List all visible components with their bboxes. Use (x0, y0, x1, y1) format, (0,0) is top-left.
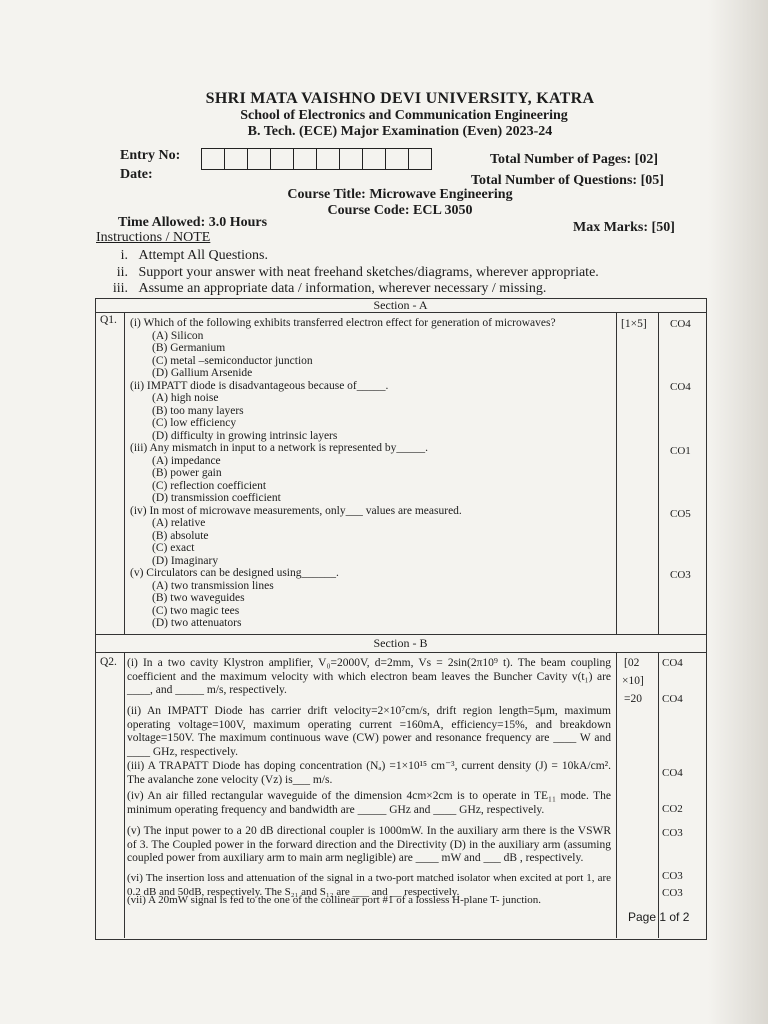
mcq-stem: (iv) In most of microwave measurements, only___ values are measured. (130, 504, 462, 517)
mcq-stem: (v) Circulators can be designed using______. (130, 567, 339, 579)
table-divider (95, 652, 706, 653)
table-divider (658, 312, 659, 634)
mcq-block: (i) Which of the following exhibits transferred electron effect for generation of microwaves? (A) Silicon (B) Germanium (C) metal –semiconductor junction (D) Gallium Arsenide (ii) IMPATT diode is disadvantageous because of_____. (A) high noise (B) too many layers (C) low efficiency (D) difficulty in growing intrinsic layers (iii) Any mismatch in input to a network is represented by_____. (A) impedance (B) power gain (C) reflection coefficient (D) transmission coefficient (iv) In most of microwave measurements, only___ values are measured. (A) relative (B) absolute (C) exact (D) Imaginary (v) Circulators can be designed using______. (A) two transmission lines (B) two waveguides (C) two magic tees (D) two attenuators (130, 317, 614, 630)
mcq-stem: (i) Which of the following exhibits transferred electron effect for generation of microwaves? (130, 317, 556, 329)
instruction-item: iii. Assume an appropriate data / information, wherever necessary / missing. (112, 281, 547, 296)
mcq-stem: (iii) Any mismatch in input to a network is represented by_____. (130, 442, 428, 454)
co-label: CO5 (670, 508, 691, 520)
co-label: CO1 (670, 445, 691, 457)
co-label: CO2 (662, 803, 683, 815)
question-text: (iii) A TRAPATT Diode has doping concentration (Nₐ) =1×10¹⁵ cm⁻³, current density (J) = 10kA/cm². The avalanche zone velocity (Vz) is___ m/s. (127, 760, 611, 786)
co-label: CO4 (662, 767, 683, 779)
page-number: Page 1 of 2 (628, 910, 690, 924)
total-questions: Total Number of Questions: [05] (471, 173, 664, 188)
total-pages: Total Number of Pages: [02] (490, 152, 658, 167)
table-divider (616, 312, 617, 634)
co-label: CO3 (662, 870, 683, 882)
question-text: (v) The input power to a 20 dB directional coupler is 1000mW. In the auxiliary arm there is the VSWR of 3. The Coupled power in the forward direction and the Directivity (D) in the auxiliary arm (assuming coupled power from auxiliary arm to main arm negligible) are ____ mW and ___ dB , respectively. (127, 825, 611, 864)
entry-no-boxes (202, 148, 432, 170)
course-code: Course Code: ECL 3050 (327, 203, 473, 218)
table-divider (95, 634, 706, 635)
table-divider (616, 652, 617, 938)
marks-label: [02 (624, 657, 640, 669)
page-shadow (708, 0, 768, 1024)
time-allowed: Time Allowed: 3.0 Hours (118, 215, 268, 230)
co-label: CO3 (670, 569, 691, 581)
co-label: CO4 (662, 693, 683, 705)
entry-no-label: Entry No: (120, 148, 181, 163)
section-b-title: Section - B (373, 636, 428, 650)
course-title: Course Title: Microwave Engineering (287, 187, 513, 202)
marks-label: [1×5] (621, 318, 647, 330)
question-text: (vi) The insertion loss and attenuation of the signal in a two-port matched isolator when excited at port 1, are 0.2 dB and 50dB, respectively. The S₂₁ and S₁₂ are ___ and __ respectively. (127, 872, 611, 898)
instructions-heading: Instructions / NOTE (96, 230, 211, 245)
exam-name: B. Tech. (ECE) Major Examination (Even) 2023-24 (247, 124, 553, 139)
date-label: Date: (120, 167, 153, 182)
co-label: CO3 (662, 827, 683, 839)
question-text: (i) In a two cavity Klystron amplifier, V₀=2000V, d=2mm, Vs = 2sin(2π10⁹ t). The beam coupling coefficient and the maximum velocity with which electron beam leaves the Buncher Cavity v(t₁) are ____, and _____ m/s, respectively. (127, 657, 611, 696)
co-label: CO3 (662, 887, 683, 899)
question-text: (iv) An air filled rectangular waveguide of the dimension 4cm×2cm is to operate in TE₁₁ mode. The minimum operating frequency and bandwidth are _____ GHz and ____ GHz, respectively. (127, 790, 611, 816)
co-label: CO4 (670, 318, 691, 330)
mcq-stem: (ii) IMPATT diode is disadvantageous because of_____. (130, 379, 389, 392)
instruction-item: ii. Support your answer with neat freehand sketches/diagrams, wherever appropriate. (116, 265, 599, 280)
marks-label: ×10] (622, 675, 644, 687)
table-divider (658, 652, 659, 938)
table-divider (124, 652, 125, 938)
co-label: CO4 (662, 657, 683, 669)
university-name: SHRI MATA VAISHNO DEVI UNIVERSITY, KATRA (205, 90, 595, 107)
co-label: CO4 (670, 381, 691, 393)
marks-label: =20 (624, 693, 642, 705)
max-marks: Max Marks: [50] (573, 220, 675, 235)
question-text: (vii) A 20mW signal is fed to the one of the collinear port #1 of a lossless H-plane T- junction. (127, 894, 542, 906)
section-a-title: Section - A (373, 298, 428, 312)
table-divider (124, 312, 125, 634)
question-number: Q2. (100, 656, 117, 668)
instruction-item: i. Attempt All Questions. (120, 248, 268, 263)
question-number: Q1. (100, 314, 117, 326)
school-name: School of Electronics and Communication Engineering (240, 108, 568, 123)
question-text: (ii) An IMPATT Diode has carrier drift velocity=2×10⁷cm/s, drift region length=5μm, maximum operating voltage=100V, maximum operating current =160mA, efficiency=15%, and breakdown voltage=150V. The maximum continuous wave (CW) power and resonance frequency are ____ W and ____ GHz, respectively. (127, 705, 611, 758)
